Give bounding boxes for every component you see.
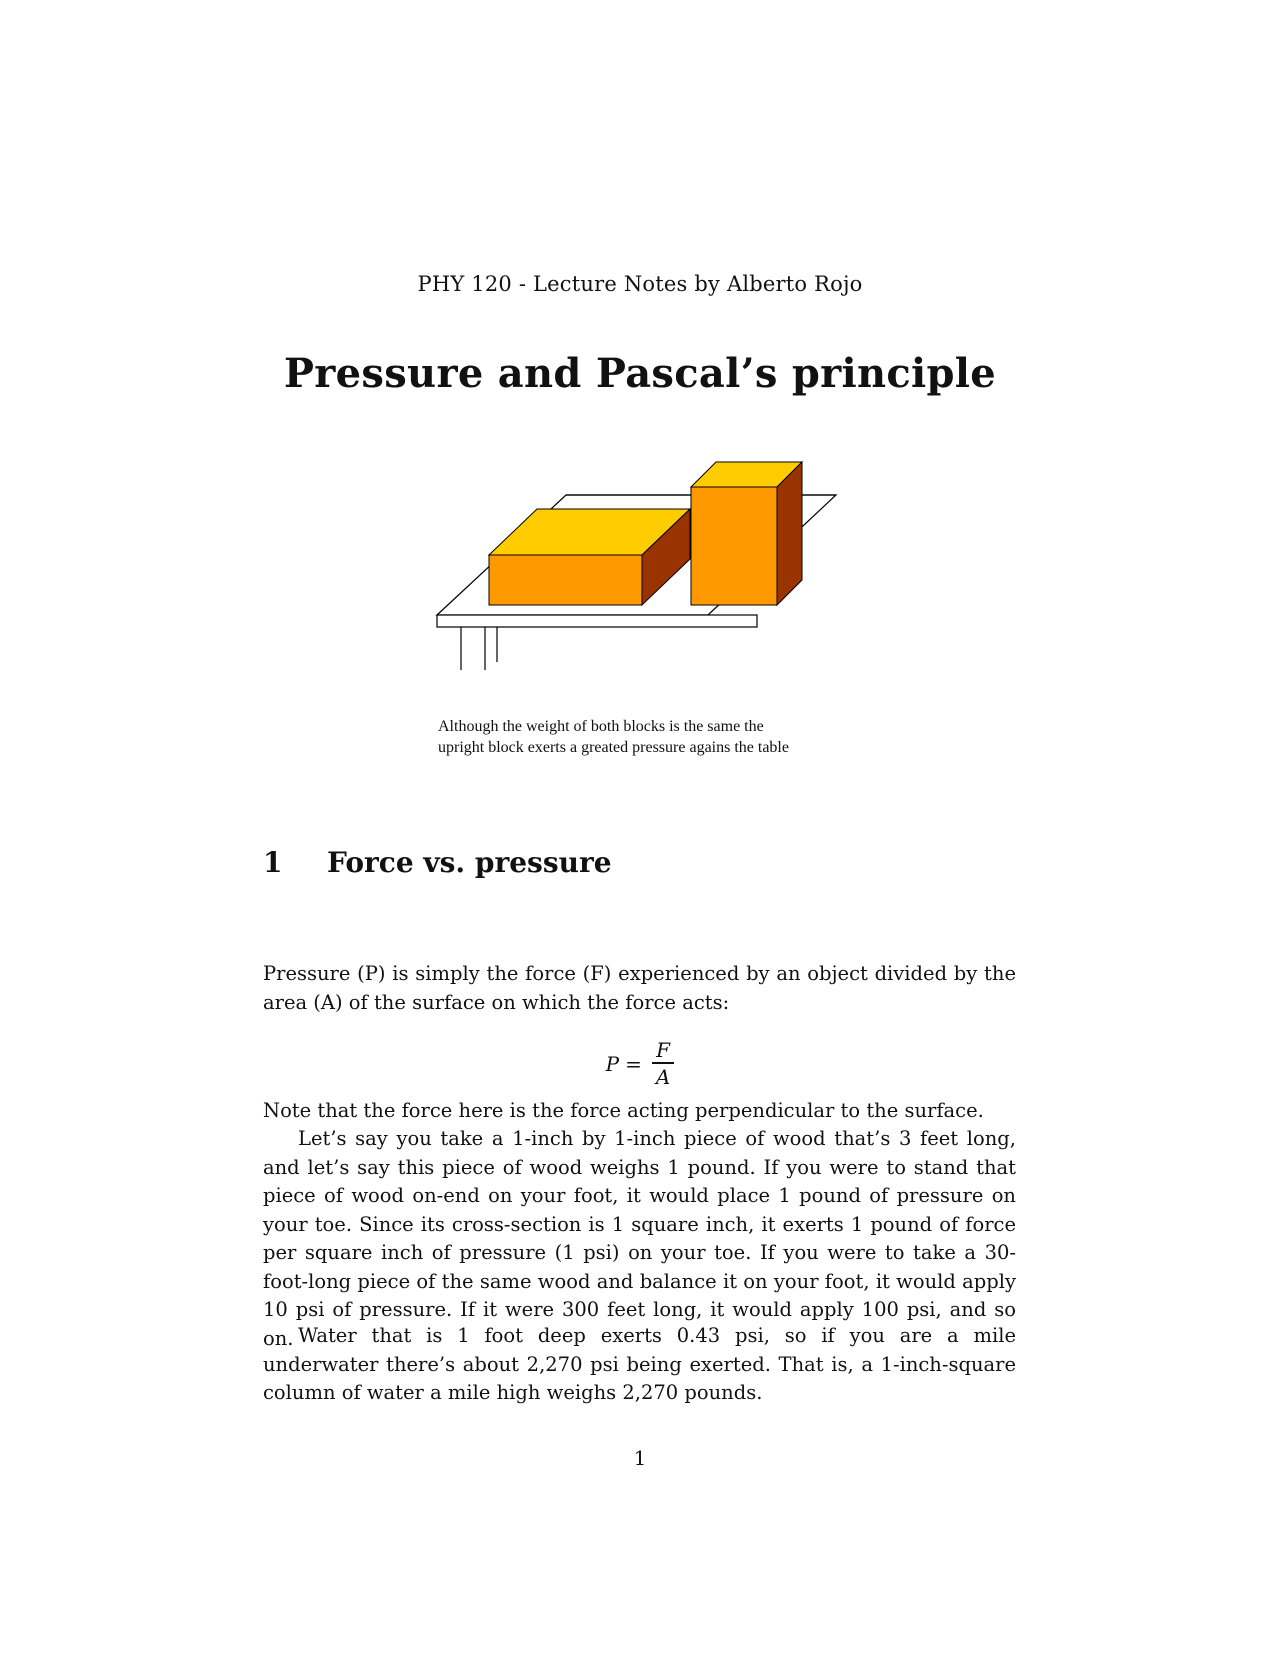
blocks-illustration [430,455,840,670]
course-header: PHY 120 - Lecture Notes by Alberto Rojo [417,272,863,296]
equation-denominator: A [655,1064,671,1089]
caption-line-1: Although the weight of both blocks is the same the [438,718,764,735]
blocks-figure [430,455,840,670]
pressure-equation [0,1038,1280,1090]
document-title: Pressure and Pascal’s principle [283,350,997,397]
figure-caption [438,716,858,758]
paragraph-pressure-definition: Pressure (P) is simply the force (F) experienced by an object divided by the area (A) of the surface on which the force acts: [263,962,1016,1014]
equation-numerator: F [656,1038,671,1062]
flat-block-front [489,555,642,605]
upright-block-front [691,487,777,605]
paragraph-wood-example: Let’s say you take a 1-inch by 1-inch piece of wood that’s 3 feet long, and let’s say this piece of wood weighs 1 pound. If you were to stand that piece of wood on-end on your foot, it would place 1 pound of pressure on your toe. Since its cross-section is 1 square inch, it exerts 1 pound of force per square inch of pressure (1 psi) on your toe. If you were to take a 30-foot-long piece of the same wood and balance it on your foot, it would apply 10 psi of pressure. If it were 300 feet long, it would apply 100 psi, and so on. [263,1127,1016,1350]
paragraph-water-example: Water that is 1 foot deep exerts 0.43 psi, so if you are a mile underwater there’s about 2,270 psi being exerted. That is, a 1-inch-square column of water a mile high weighs 2,270 pounds. [263,1324,1016,1404]
section-heading [263,846,612,879]
equation-equals: = [625,1051,642,1076]
table-front-edge [437,615,757,627]
section-number: 1 [263,846,283,879]
equation-lhs: P [605,1051,620,1076]
paragraph-perpendicular-note: Note that the force here is the force acting perpendicular to the surface. [263,1099,984,1122]
page-number: 1 [633,1446,647,1470]
section-title: Force vs. pressure [327,846,612,879]
upright-block-side [777,462,802,605]
equation-fraction [652,1038,674,1090]
caption-line-2: upright block exerts a greated pressure agains the table [438,739,789,756]
